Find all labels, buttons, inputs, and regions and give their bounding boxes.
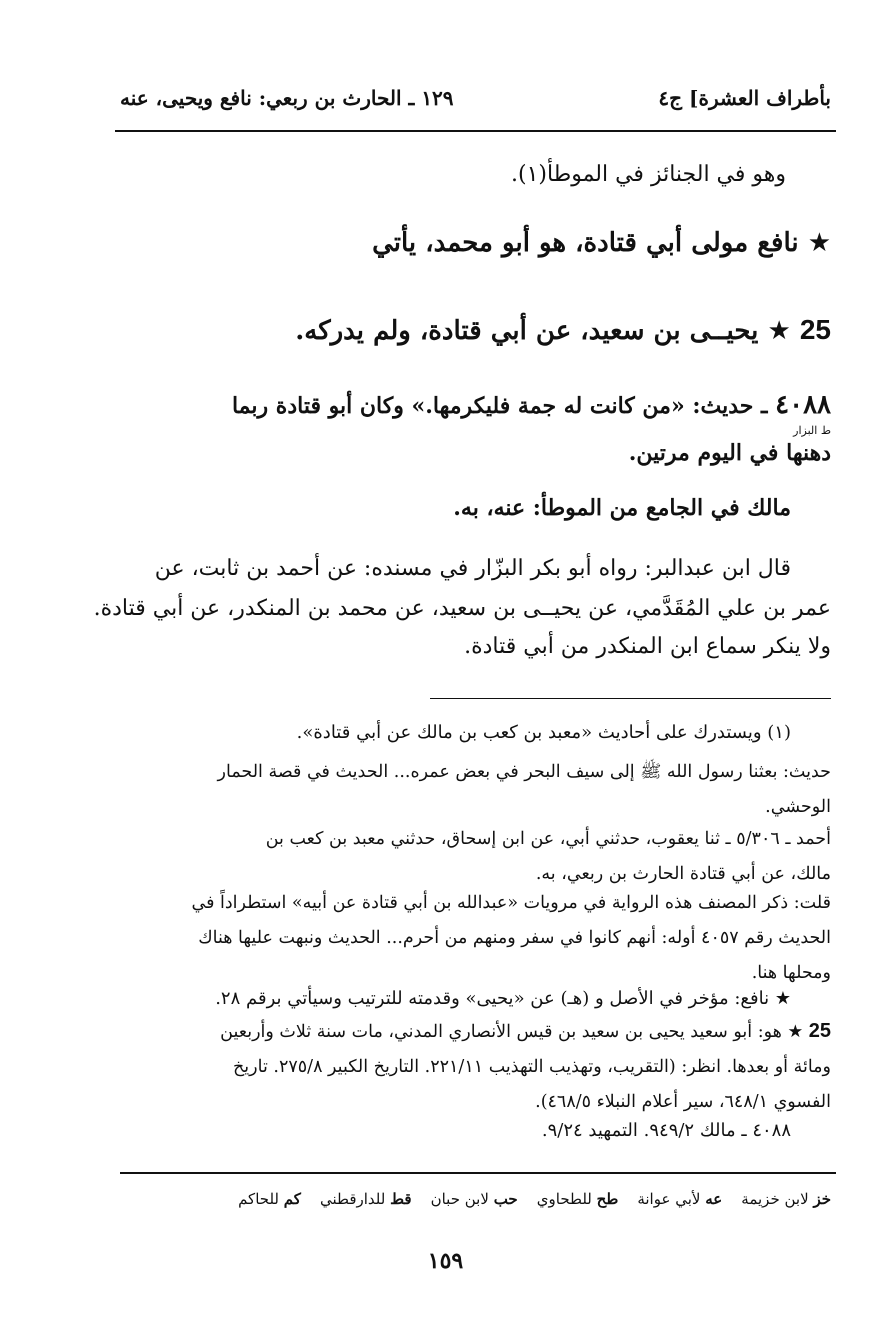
footnote-line: الحديث رقم [744,928,831,948]
star-icon: ★ [807,228,831,258]
sigla-rule [120,1172,836,1174]
siglum-abbr: قط [390,1190,412,1208]
footnote-line: هو: أبو سعيد يحيى بن سعيد بن قيس الأنصاري المدني، مات سنة ثلاث وأربعين [220,1022,782,1042]
page-number: ١٥٩ [427,1248,464,1274]
hadith-number: ٤٠٨٨ [775,390,831,420]
siglum-abbr: حب [493,1190,518,1208]
footnote-line: أحمد ـ ٥/٣٠٦ ـ ثنا يعقوب، حدثني أبي، عن ابن إسحاق، حدثني معبد بن كعب بن [265,829,831,849]
star-note-text: نافع مولى أبي قتادة، هو أبو محمد، يأتي [372,228,799,258]
hadith-continuation: دهنها في اليوم مرتين. [628,440,831,466]
para-line: قال ابن عبدالبر: رواه أبو بكر البزّار في مسنده: عن أحمد بن ثابت، عن [154,556,791,581]
siglum-name: لابن خزيمة [741,1190,809,1208]
siglum-name: للحاكم [238,1190,279,1208]
sigla-legend [238,1190,831,1208]
footnote-line: مالك، عن أبي قتادة الحارث بن ربعي، به. [535,864,831,884]
hadith-text: ـ حديث: «من كانت له جمة فليكرمها.» وكان أبو قتادة ربما [231,393,768,419]
footnote-line: قلت: ذكر المصنف هذه الرواية في مرويات «عبدالله بن أبي قتادة عن أبيه» استطراداً في [191,893,831,913]
star-note [372,228,831,258]
footnote-line: الفسوي ٦٤٨/١، سير أعلام النبلاء ٤٦٨/٥). [535,1092,831,1112]
footnote [125,755,831,825]
footnote-number: ٤٠٥٧ [701,928,739,948]
siglum-label: ط البزار [793,424,831,437]
siglum-name: للطحاوي [536,1190,592,1208]
star-icon: ★ [767,316,791,346]
footnote-line: ومائة أو بعدها. انظر: (التقريب، وتهذيب التهذيب ٢٢١/١١. التاريخ الكبير ٢٧٥/٨. تاريخ [233,1057,831,1077]
footnote-rule [430,698,831,699]
siglum-name: لأبي عوانة [637,1190,701,1208]
header-left: ١٢٩ ـ الحارث بن ربعي: نافع ويحيى، عنه [120,86,454,110]
hadith-heading [232,390,831,420]
footnote-line: نافع: مؤخر في الأصل و (هـ) عن «يحيى» وقدمته للترتيب وسيأتي برقم ٢٨. [215,988,770,1009]
footnote [125,886,831,991]
para-line: ولا ينكر سماع ابن المنكدر من أبي قتادة. [464,634,831,659]
header-rule [115,130,836,132]
siglum-abbr: كم [283,1190,301,1208]
siglum-abbr: خز [813,1190,831,1208]
narrator-entry [295,314,831,346]
running-header [120,82,831,116]
footnote-line: حديث: بعثنا رسول الله ﷺ إلى سيف البحر في بعض عمره... الحديث في قصة الحمار [217,762,831,782]
entry-text: يحيــى بن سعيد، عن أبي قتادة، ولم يدركه. [295,316,759,346]
siglum-name: لابن حبان [430,1190,489,1208]
footnote: (١) ويستدرك على أحاديث «معبد بن كعب بن مالك عن أبي قتادة». [296,722,791,743]
footnote [125,1014,831,1120]
footnote-line: الوحشي. [765,797,831,817]
para-line: عمر بن علي المُقَدَّمي، عن يحيــى بن سعيد، عن محمد بن المنكدر، عن أبي قتادة. [93,596,831,621]
footnote [215,988,791,1009]
siglum-abbr: عه [705,1190,723,1208]
body-line: وهو في الجنائز في الموطأ(١). [511,162,786,187]
footnote-line: أوله: أنهم كانوا في سفر ومنهم من أحرم... الحديث ونبهت عليها هناك [198,928,696,948]
footnote: ٤٠٨٨ ـ مالك ٩٤٩/٢. التمهيد ٩/٢٤. [541,1120,791,1141]
star-icon: ★ [787,1022,804,1042]
footnote [125,822,831,892]
siglum-name: للدارقطني [319,1190,386,1208]
source-line: مالك في الجامع من الموطأ: عنه، به. [453,495,791,521]
entry-number: 25 [799,314,831,345]
siglum-abbr: طح [596,1190,619,1208]
header-right: بأطراف العشرة] ج٤ [658,86,831,110]
footnote-line: ومحلها هنا. [751,963,831,983]
footnote-number: 25 [808,1020,831,1042]
star-icon: ★ [774,988,791,1009]
